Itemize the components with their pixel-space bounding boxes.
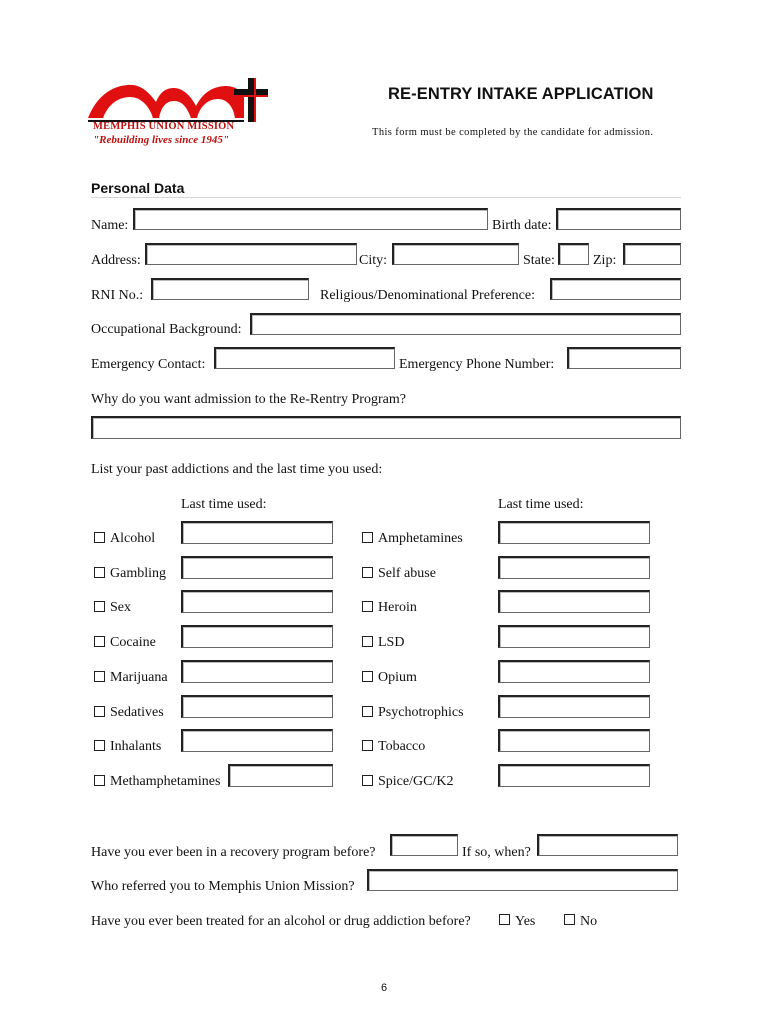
addiction-amphetamines-checkbox[interactable] [362, 532, 373, 543]
addiction-sedatives-label: Sedatives [110, 705, 164, 720]
rni-field[interactable] [151, 278, 309, 300]
addiction-sex-checkbox[interactable] [94, 601, 105, 612]
last-used-header-right: Last time used: [498, 497, 584, 512]
emergency-phone-label: Emergency Phone Number: [399, 357, 555, 372]
address-field[interactable] [145, 243, 357, 265]
addiction-self-abuse-label: Self abuse [378, 566, 436, 581]
birth-date-label: Birth date: [492, 218, 552, 233]
addiction-lsd-label: LSD [378, 635, 405, 650]
addiction-spice-gc-k2-last-used-field[interactable] [498, 764, 650, 787]
referred-by-label: Who referred you to Memphis Union Mission? [91, 879, 355, 894]
addiction-lsd-last-used-field[interactable] [498, 625, 650, 648]
section-title: Personal Data [91, 180, 185, 196]
logo-organization-name: MEMPHIS UNION MISSION [93, 121, 235, 132]
why-admission-label: Why do you want admission to the Re-Rentry Program? [91, 392, 406, 407]
treated-no-checkbox[interactable] [564, 914, 575, 925]
form-title: RE-ENTRY INTAKE APPLICATION [388, 85, 654, 103]
address-label: Address: [91, 253, 141, 268]
recovery-program-field[interactable] [390, 834, 458, 856]
addiction-inhalants-last-used-field[interactable] [181, 729, 333, 752]
recovery-program-label: Have you ever been in a recovery program before? [91, 845, 376, 860]
emergency-contact-label: Emergency Contact: [91, 357, 206, 372]
addiction-heroin-checkbox[interactable] [362, 601, 373, 612]
addiction-tobacco-checkbox[interactable] [362, 740, 373, 751]
treated-yes-checkbox[interactable] [499, 914, 510, 925]
addiction-lsd-checkbox[interactable] [362, 636, 373, 647]
page-number: 6 [381, 982, 388, 994]
name-field[interactable] [133, 208, 488, 230]
occupational-label: Occupational Background: [91, 322, 242, 337]
addiction-heroin-last-used-field[interactable] [498, 590, 650, 613]
section-divider [91, 197, 681, 198]
form-subtitle: This form must be completed by the candidate for admission. [372, 127, 654, 138]
addiction-tobacco-label: Tobacco [378, 739, 426, 754]
logo-tagline: "Rebuilding lives since 1945" [93, 134, 229, 146]
addiction-alcohol-last-used-field[interactable] [181, 521, 333, 544]
addiction-self-abuse-last-used-field[interactable] [498, 556, 650, 579]
addiction-amphetamines-last-used-field[interactable] [498, 521, 650, 544]
addiction-alcohol-checkbox[interactable] [94, 532, 105, 543]
treated-before-label: Have you ever been treated for an alcohol or drug addiction before? [91, 914, 471, 929]
addiction-marijuana-last-used-field[interactable] [181, 660, 333, 683]
zip-field[interactable] [623, 243, 681, 265]
if-so-when-field[interactable] [537, 834, 678, 856]
memphis-union-mission-logo [86, 76, 268, 124]
addiction-self-abuse-checkbox[interactable] [362, 567, 373, 578]
last-used-header-left: Last time used: [181, 497, 267, 512]
addiction-sex-last-used-field[interactable] [181, 590, 333, 613]
addiction-alcohol-label: Alcohol [110, 531, 156, 546]
addiction-inhalants-label: Inhalants [110, 739, 162, 754]
religious-preference-label: Religious/Denominational Preference: [320, 288, 535, 303]
birth-date-field[interactable] [556, 208, 681, 230]
addiction-opium-last-used-field[interactable] [498, 660, 650, 683]
referred-by-field[interactable] [367, 869, 678, 891]
addiction-methamphetamines-checkbox[interactable] [94, 775, 105, 786]
religious-preference-field[interactable] [550, 278, 681, 300]
addiction-psychotrophics-label: Psychotrophics [378, 705, 464, 720]
emergency-phone-field[interactable] [567, 347, 681, 369]
rni-label: RNI No.: [91, 288, 144, 303]
name-label: Name: [91, 218, 129, 233]
addiction-marijuana-checkbox[interactable] [94, 671, 105, 682]
city-field[interactable] [392, 243, 519, 265]
addiction-spice-gc-k2-checkbox[interactable] [362, 775, 373, 786]
if-so-when-label: If so, when? [462, 845, 531, 860]
addiction-inhalants-checkbox[interactable] [94, 740, 105, 751]
addiction-opium-checkbox[interactable] [362, 671, 373, 682]
addiction-tobacco-last-used-field[interactable] [498, 729, 650, 752]
addiction-heroin-label: Heroin [378, 600, 417, 615]
addiction-cocaine-last-used-field[interactable] [181, 625, 333, 648]
addiction-opium-label: Opium [378, 670, 417, 685]
addiction-gambling-last-used-field[interactable] [181, 556, 333, 579]
city-label: City: [359, 253, 388, 268]
treated-yes-label: Yes [515, 914, 536, 929]
treated-no-label: No [580, 914, 598, 929]
occupational-field[interactable] [250, 313, 681, 335]
addiction-sex-label: Sex [110, 600, 131, 615]
addiction-amphetamines-label: Amphetamines [378, 531, 463, 546]
zip-label: Zip: [593, 253, 617, 268]
addiction-spice-gc-k2-label: Spice/GC/K2 [378, 774, 454, 789]
addiction-psychotrophics-last-used-field[interactable] [498, 695, 650, 718]
addictions-prompt: List your past addictions and the last time you used: [91, 462, 383, 477]
addiction-gambling-label: Gambling [110, 566, 166, 581]
addiction-sedatives-last-used-field[interactable] [181, 695, 333, 718]
state-field[interactable] [558, 243, 589, 265]
addiction-cocaine-checkbox[interactable] [94, 636, 105, 647]
addiction-marijuana-label: Marijuana [110, 670, 168, 685]
addiction-sedatives-checkbox[interactable] [94, 706, 105, 717]
state-label: State: [523, 253, 555, 268]
addiction-gambling-checkbox[interactable] [94, 567, 105, 578]
addiction-psychotrophics-checkbox[interactable] [362, 706, 373, 717]
why-admission-field[interactable] [91, 416, 681, 439]
addiction-methamphetamines-last-used-field[interactable] [228, 764, 333, 787]
addiction-cocaine-label: Cocaine [110, 635, 156, 650]
addiction-methamphetamines-label: Methamphetamines [110, 774, 221, 789]
emergency-contact-field[interactable] [214, 347, 395, 369]
